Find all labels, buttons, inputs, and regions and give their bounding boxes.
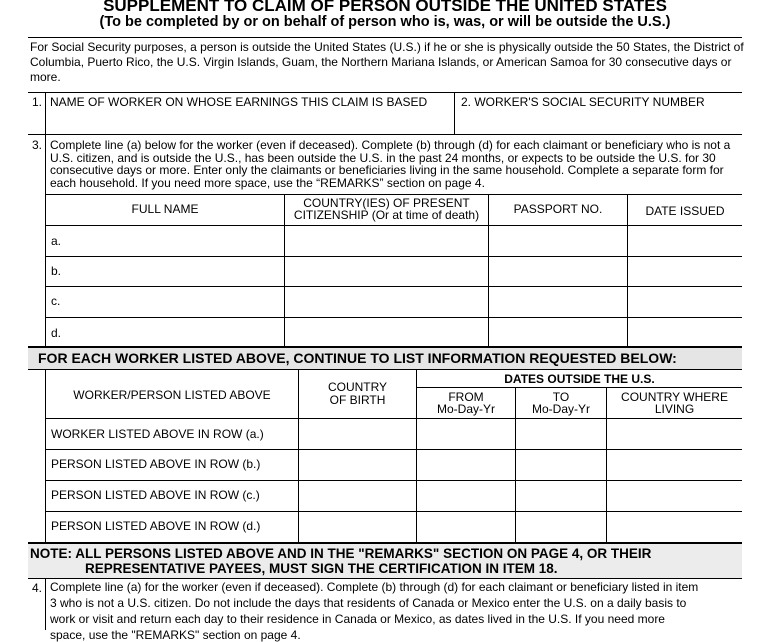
divider	[28, 37, 742, 38]
section2-banner: FOR EACH WORKER LISTED ABOVE, CONTINUE TO LIST INFORMATION REQUESTED BELOW:	[38, 350, 677, 366]
note-line1: NOTE: ALL PERSONS LISTED ABOVE AND IN THE "REMARKS" SECTION ON PAGE 4, OR THEIR	[30, 546, 652, 561]
divider	[28, 92, 742, 93]
note-line2: REPRESENTATIVE PAYEES, MUST SIGN THE CERTIFICATION IN ITEM 18.	[85, 561, 558, 576]
item3-instructions: Complete line (a) below for the worker (even if deceased). Complete (b) through (d) for each claimant or beneficiary who is not a U.S. citizen, and is outside the U.S., has been outside the U.S. in the past 24 months, or expects to be outside the U.S. for 30 consecutive days or more. Enter only the claimants or beneficiaries living in the same household. Complete a separate form for each household. If you need more space, use the “REMARKS” section on page 4.	[50, 138, 731, 190]
item1-label: NAME OF WORKER ON WHOSE EARNINGS THIS CLAIM IS BASED	[50, 95, 428, 109]
item4-line2: 3 who is not a U.S. citizen. Do not include the days that residents of Canada or Mexico enter the U.S. on a daily basis to	[50, 596, 687, 610]
item2-label: 2. WORKER'S SOCIAL SECURITY NUMBER	[461, 95, 705, 109]
row-line	[45, 511, 742, 512]
divider	[28, 542, 742, 544]
table1-header-line	[45, 225, 742, 226]
col-dates-group: DATES OUTSIDE THE U.S.	[504, 372, 655, 386]
form-subtitle: (To be completed by or on behalf of person who is, was, or will be outside the U.S.)	[99, 14, 671, 30]
col-from-line1: FROM	[448, 390, 484, 404]
row-c-label: c.	[51, 294, 61, 308]
item4-number: 4.	[32, 581, 43, 595]
row-line	[45, 480, 742, 481]
col-citizenship-line2: CITIZENSHIP (Or at time of death)	[293, 208, 480, 222]
row-worker-a: WORKER LISTED ABOVE IN ROW (a.)	[51, 427, 264, 441]
row-line	[45, 256, 742, 257]
worker-ssn-field[interactable]	[458, 110, 738, 132]
col-citizenship-line1: COUNTRY(IES) OF PRESENT	[303, 196, 470, 210]
col-living-line2: LIVING	[654, 402, 695, 416]
item4-line4: space, use the "REMARKS" section on page 4.	[50, 628, 301, 642]
col-birth-line2: OF BIRTH	[329, 393, 386, 407]
row-d-label: d.	[51, 326, 62, 340]
col-passport: PASSPORT NO.	[513, 202, 603, 216]
item4-line3: work or visit and return each day to their residence in Canada or Mexico, as dates lived in the U.S. If you need more	[50, 612, 665, 626]
divider	[28, 578, 742, 579]
row-a-label: a.	[51, 234, 62, 248]
row-person-b: PERSON LISTED ABOVE IN ROW (b.)	[51, 457, 261, 471]
divider	[28, 134, 742, 135]
form-title: SUPPLEMENT TO CLAIM OF PERSON OUTSIDE THE UNITED STATES	[103, 0, 667, 15]
col-person: WORKER/PERSON LISTED ABOVE	[73, 388, 271, 402]
col-from-line2: Mo-Day-Yr	[436, 402, 495, 416]
intro-paragraph: For Social Security purposes, a person is outside the United States (U.S.) if he or she is physically outside the 50 States, the District of Columbia, Puerto Rico, the U.S. Virgin Islands, Guam, the Northern Mariana Islands, or American Samoa for 30 consecutive days or more.	[30, 40, 744, 84]
row-line	[45, 449, 742, 450]
table1-top-line	[45, 194, 742, 195]
row-person-d: PERSON LISTED ABOVE IN ROW (d.)	[51, 519, 261, 533]
table2-header-line	[45, 418, 742, 419]
col-date-issued: DATE ISSUED	[645, 204, 725, 218]
row-line	[45, 286, 742, 287]
table1-col-line	[488, 194, 489, 347]
item4-line1: Complete line (a) for the worker (even if deceased). Complete (b) through (d) for each claimant or beneficiary listed in item	[50, 580, 699, 594]
row-person-c: PERSON LISTED ABOVE IN ROW (c.)	[51, 488, 260, 502]
row-b-label: b.	[51, 264, 62, 278]
row-line	[45, 317, 742, 318]
col-to-line2: Mo-Day-Yr	[531, 402, 590, 416]
item1-number: 1.	[32, 95, 43, 109]
divider	[28, 346, 742, 348]
divider	[454, 92, 455, 134]
worker-name-field[interactable]	[50, 110, 450, 132]
col-full-name: FULL NAME	[131, 202, 199, 216]
dates-group-line	[416, 387, 742, 388]
col-birth-line1: COUNTRY	[327, 380, 388, 394]
item3-number: 3.	[32, 138, 43, 152]
divider	[28, 369, 742, 370]
col-living-line1: COUNTRY WHERE	[621, 390, 728, 404]
col-to-line1: TO	[552, 390, 570, 404]
